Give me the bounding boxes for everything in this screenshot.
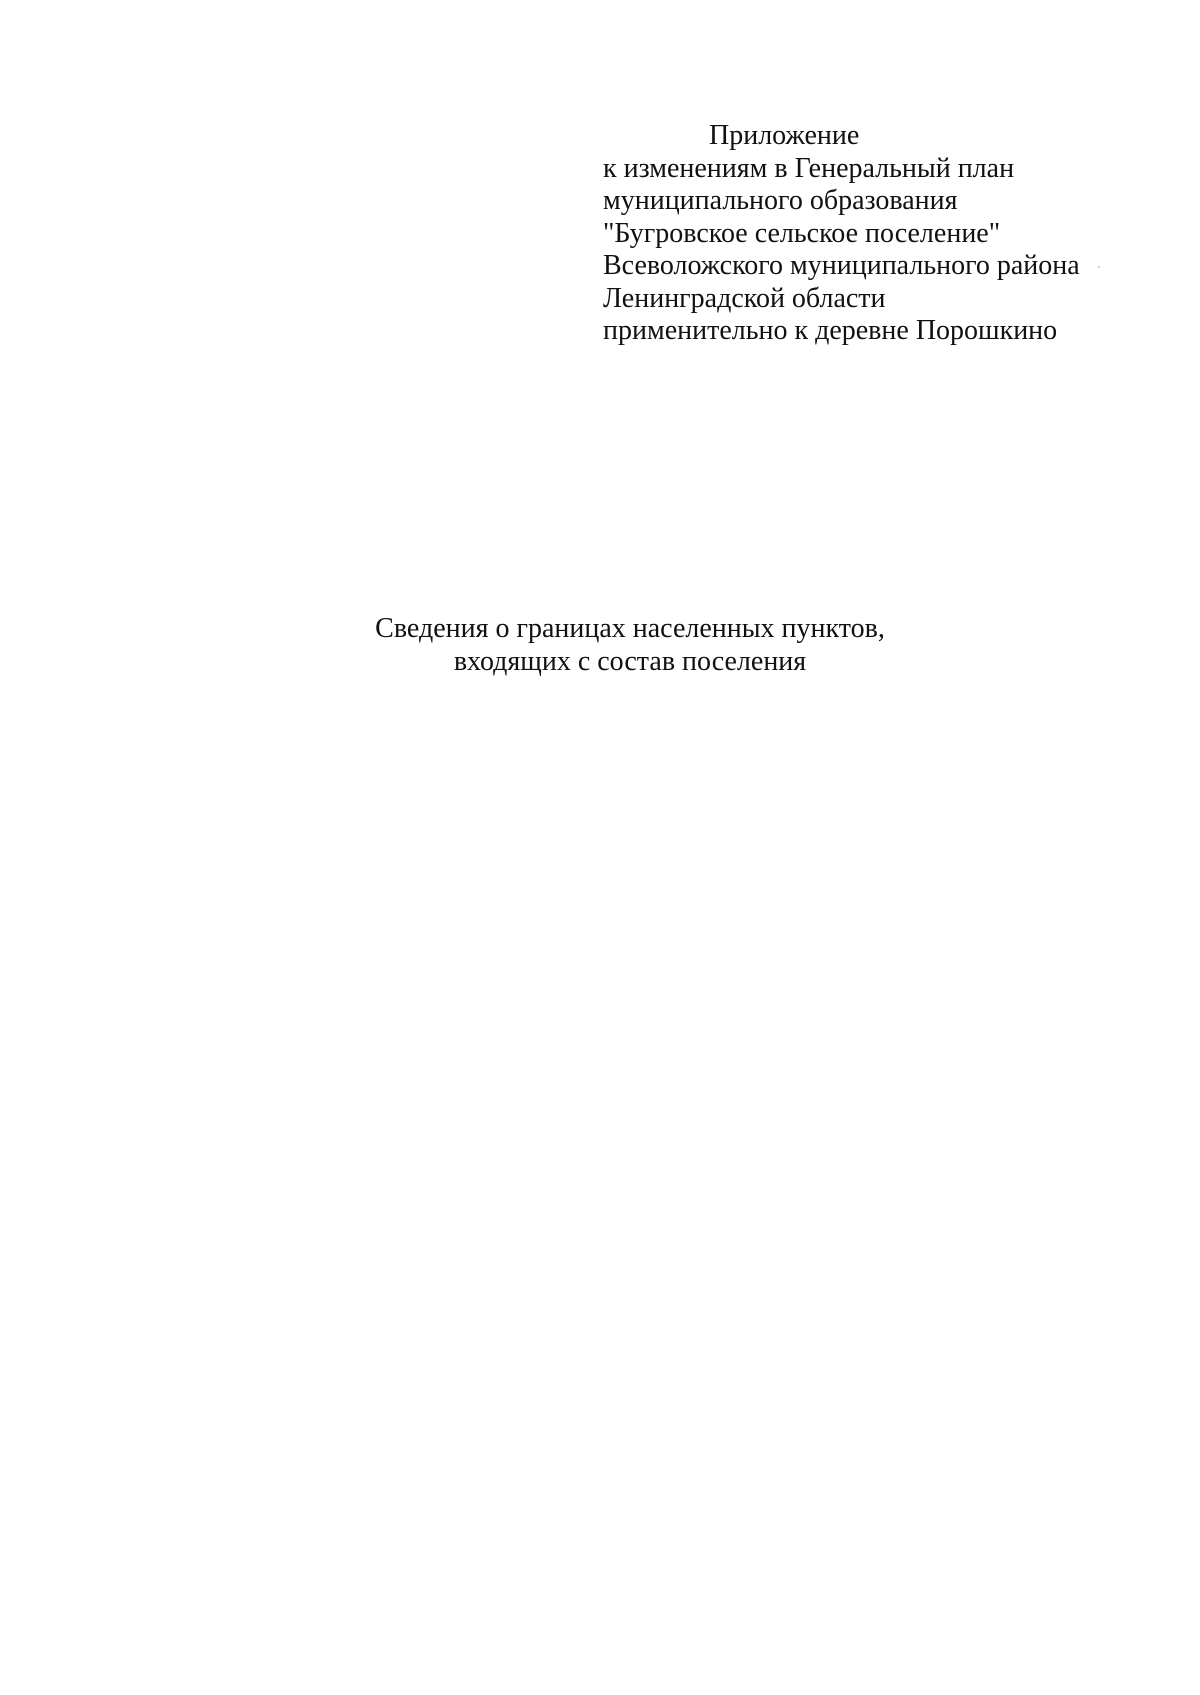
section-heading bbox=[0, 612, 1200, 678]
section-heading-line: входящих с состав поселения bbox=[453, 646, 807, 677]
appendix-line: к изменениям в Генеральный план bbox=[603, 152, 1015, 184]
appendix-line: муниципального образования bbox=[603, 185, 958, 216]
appendix-line: "Бугровское сельское поселение" bbox=[603, 217, 1001, 249]
appendix-title: Приложение bbox=[709, 120, 860, 151]
appendix-header bbox=[603, 120, 1123, 348]
section-heading-line: Сведения о границах населенных пунктов, bbox=[375, 613, 885, 644]
appendix-line: Всеволожского муниципального района bbox=[603, 250, 1080, 281]
appendix-line: Ленинградской области bbox=[603, 282, 886, 314]
scan-speck bbox=[1098, 266, 1100, 268]
appendix-line: применительно к деревне Порошкино bbox=[603, 315, 1058, 346]
